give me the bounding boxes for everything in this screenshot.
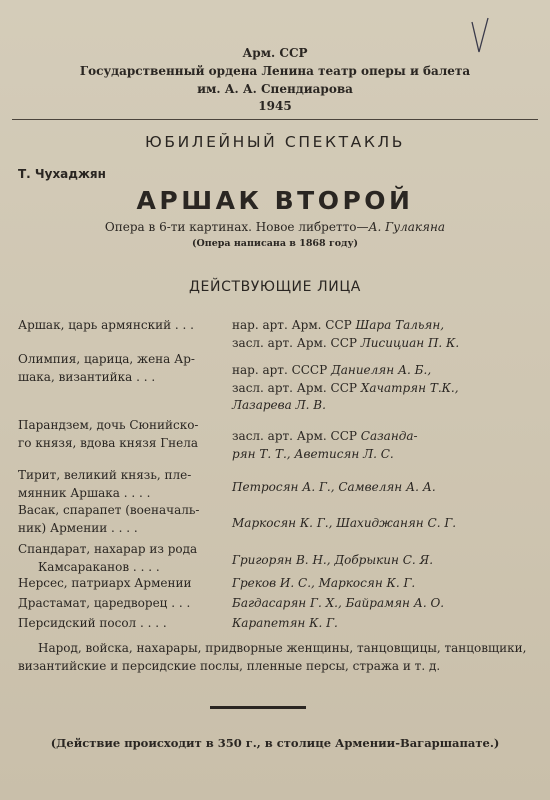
cast-actor: Григорян В. Н., Добрыкин С. Я.	[232, 553, 434, 567]
cast-actor: Греков И. С., Маркосян К. Г.	[232, 576, 416, 590]
opera-title: АРШАК ВТОРОЙ	[136, 186, 414, 215]
cast-role: Камсараканов . . . .	[38, 560, 160, 574]
cast-role: Парандзем, дочь Сюнийско-	[18, 418, 199, 432]
cast-role: шака, византийка . . .	[18, 370, 156, 384]
cast-role: Олимпия, царица, жена Ар-	[18, 352, 195, 366]
cast-actor: засл. арт. Арм. ССР Лисициан П. К.	[232, 336, 460, 350]
cast-actor: Лазарева Л. В.	[232, 398, 326, 412]
cast-role: Нерсес, патриарх Армении	[18, 576, 192, 590]
cast-role: Спандарат, нахарар из рода	[18, 542, 198, 556]
cast-actor: нар. арт. Арм. ССР Шара Тальян,	[232, 318, 445, 332]
jubilee-heading: ЮБИЛЕЙНЫЙ СПЕКТАКЛЬ	[145, 133, 405, 151]
composer-name: Т. Чухаджян	[18, 167, 106, 181]
cast-actor: Багдасарян Г. Х., Байрамян А. О.	[232, 596, 445, 610]
cast-role: Аршак, царь армянский . . .	[18, 318, 194, 332]
librettist-name: А. Гулакяна	[368, 220, 446, 234]
written-note: (Опера написана в 1868 году)	[191, 238, 359, 249]
cast-role: го князя, вдова князя Гнела	[18, 436, 199, 450]
cast-actor: Петросян А. Г., Самвелян А. А.	[232, 480, 436, 494]
cast-actor: Карапетян К. Г.	[232, 616, 338, 630]
cast-role: Драстамат, царедворец . . .	[18, 596, 191, 610]
separator-rule	[210, 706, 306, 709]
setting-note: (Действие происходит в 350 г., в столице Армении-Вагаршапате.)	[50, 736, 500, 750]
cast-actor: засл. арт. Арм. ССР Хачатрян Т.К.,	[232, 381, 459, 395]
cast-actor: засл. арт. Арм. ССР Сазанда-	[232, 429, 418, 443]
header-year: 1945	[258, 99, 292, 113]
opera-subtitle	[0, 220, 550, 234]
crowd-roles: Народ, войска, нахарары, придворные женщины, танцовщицы, танцовщики, византийские и персидские послы, пленные персы, стража и т. д.	[18, 641, 527, 673]
cast-role: ник) Армении . . . .	[18, 521, 138, 535]
header-theatre: Государственный ордена Ленина театр оперы и балета	[79, 64, 471, 78]
top-rule	[12, 119, 538, 120]
header-republic: Арм. ССР	[242, 46, 308, 60]
subtitle-text: Опера в 6-ти картинах. Новое либретто—	[104, 220, 369, 234]
cast-actor: нар. арт. СССР Даниелян А. Б.,	[232, 363, 432, 377]
cast-role: Васак, спарапет (военачаль-	[18, 503, 200, 517]
header-named-after: им. А. А. Спендиарова	[197, 82, 353, 96]
cast-role: Персидский посол . . . .	[18, 616, 167, 630]
cast-role: Тирит, великий князь, пле-	[18, 468, 192, 482]
cast-actor: рян Т. Т., Аветисян Л. С.	[232, 447, 394, 461]
cast-role: мянник Аршака . . . .	[18, 486, 151, 500]
cast-heading: ДЕЙСТВУЮЩИЕ ЛИЦА	[189, 279, 361, 295]
cast-actor: Маркосян К. Г., Шахиджанян С. Г.	[232, 516, 457, 530]
